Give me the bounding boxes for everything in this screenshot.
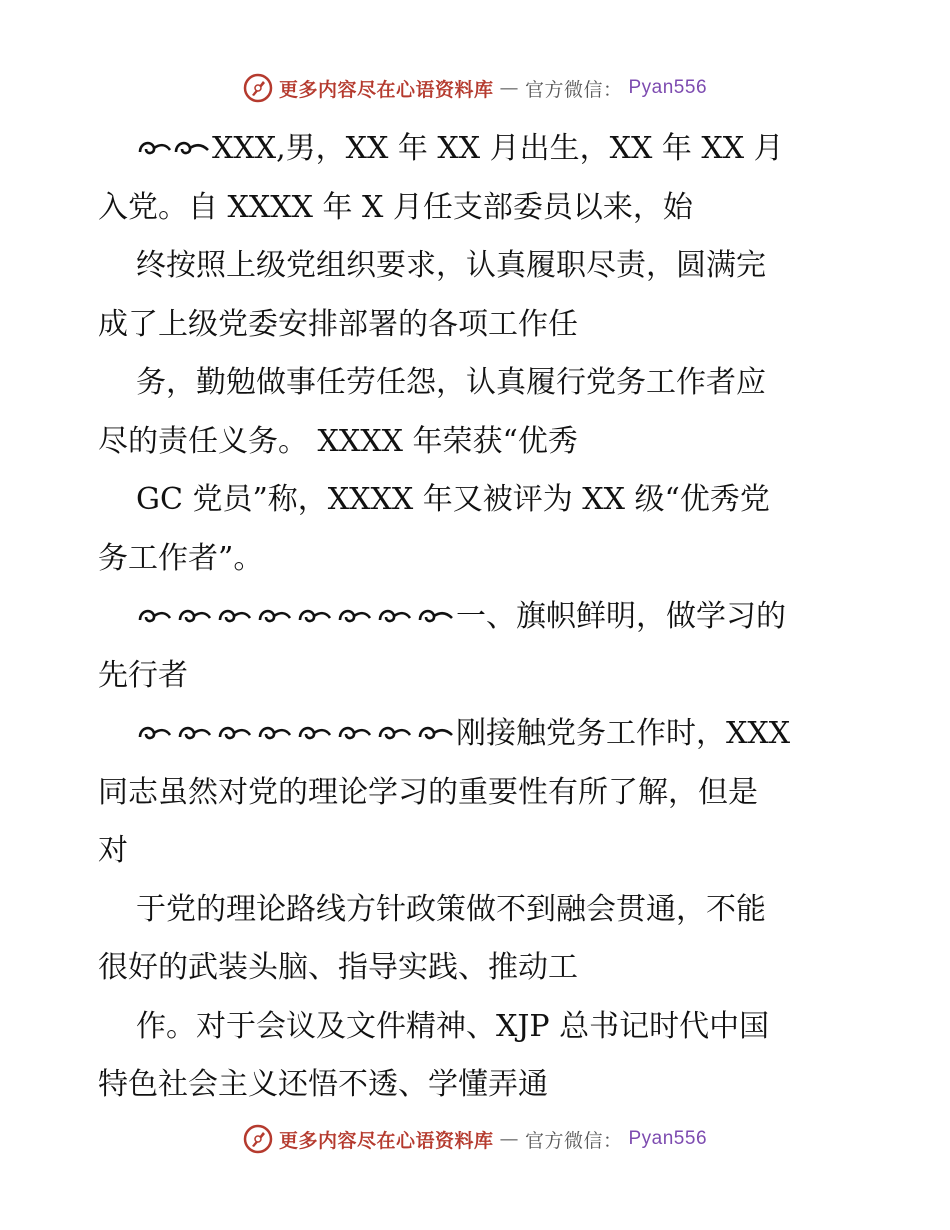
document-line-16: 特色社会主义还悟不透、学懂弄通 [98, 1067, 548, 1102]
text-line [98, 530, 858, 589]
document-line-10: 刚接触党务工作时，XXX [456, 716, 791, 751]
text-line [98, 471, 858, 530]
swirl-ornament-icon [136, 134, 212, 160]
section-heading-line [98, 588, 858, 647]
document-line-13: 于党的理论路线方针政策做不到融会贯通，不能 [136, 891, 766, 927]
document-line-11: 同志虽然对党的理论学习的重要性有所了解，但是 [98, 774, 758, 810]
swirl-ornament-icon [136, 602, 456, 628]
document-line-3: 成了上级党委安排部署的各项工作任 [98, 306, 578, 342]
watermark-label: 官方微信： [524, 1129, 623, 1152]
watermark-wechat-id: Pyan556 [628, 77, 708, 98]
text-line [98, 413, 858, 472]
document-line-7: 务工作者”。 [98, 540, 264, 576]
document-line-4: 务，勤勉做事任劳任怨，认真履行党务工作者应 [136, 365, 766, 400]
text-line [98, 764, 858, 823]
text-line [98, 705, 858, 764]
document-line-0: XXX,男，XX 年 XX 月出生，XX 年 XX 月 [212, 131, 784, 166]
document-line-9: 先行者 [98, 657, 188, 693]
text-line [98, 881, 858, 940]
document-line-6: GC 党员”称，XXXX 年又被评为 XX 级“优秀党 [136, 482, 770, 517]
text-line [98, 647, 858, 706]
document-line-14: 很好的武装头脑、指导实践、推动工 [98, 950, 578, 985]
text-line [98, 998, 858, 1057]
text-line [98, 939, 858, 998]
text-line [98, 120, 858, 179]
text-line [98, 1056, 858, 1115]
text-line [98, 354, 858, 413]
document-body [98, 120, 858, 1115]
watermark-dash: — [499, 77, 519, 99]
watermark-main-text: 更多内容尽在心语资料库 [278, 1129, 494, 1152]
document-line-8: 一、旗帜鲜明，做学习的 [456, 599, 786, 634]
watermark-main-text: 更多内容尽在心语资料库 [278, 78, 494, 101]
text-line [98, 296, 858, 355]
document-line-2: 终按照上级党组织要求，认真履职尽责，圆满完 [136, 248, 766, 283]
text-line [98, 179, 858, 238]
document-line-1: 入党。自 XXXX 年 X 月任支部委员以来，始 [98, 189, 693, 225]
header-watermark [0, 73, 950, 103]
watermark-wechat-id: Pyan556 [628, 1128, 708, 1149]
document-line-15: 作。对于会议及文件精神、XJP 总书记时代中国 [136, 1008, 770, 1044]
text-line [98, 822, 858, 881]
document-line-12: 对 [98, 833, 128, 868]
watermark-dash: — [499, 1128, 519, 1150]
quill-pen-circle-icon [243, 73, 273, 103]
document-line-5: 尽的责任义务。 XXXX 年荣获“优秀 [98, 423, 578, 459]
footer-watermark [0, 1124, 950, 1154]
watermark-label: 官方微信： [524, 78, 623, 101]
swirl-ornament-icon [136, 719, 456, 745]
text-line [98, 237, 858, 296]
quill-pen-circle-icon [243, 1124, 273, 1154]
